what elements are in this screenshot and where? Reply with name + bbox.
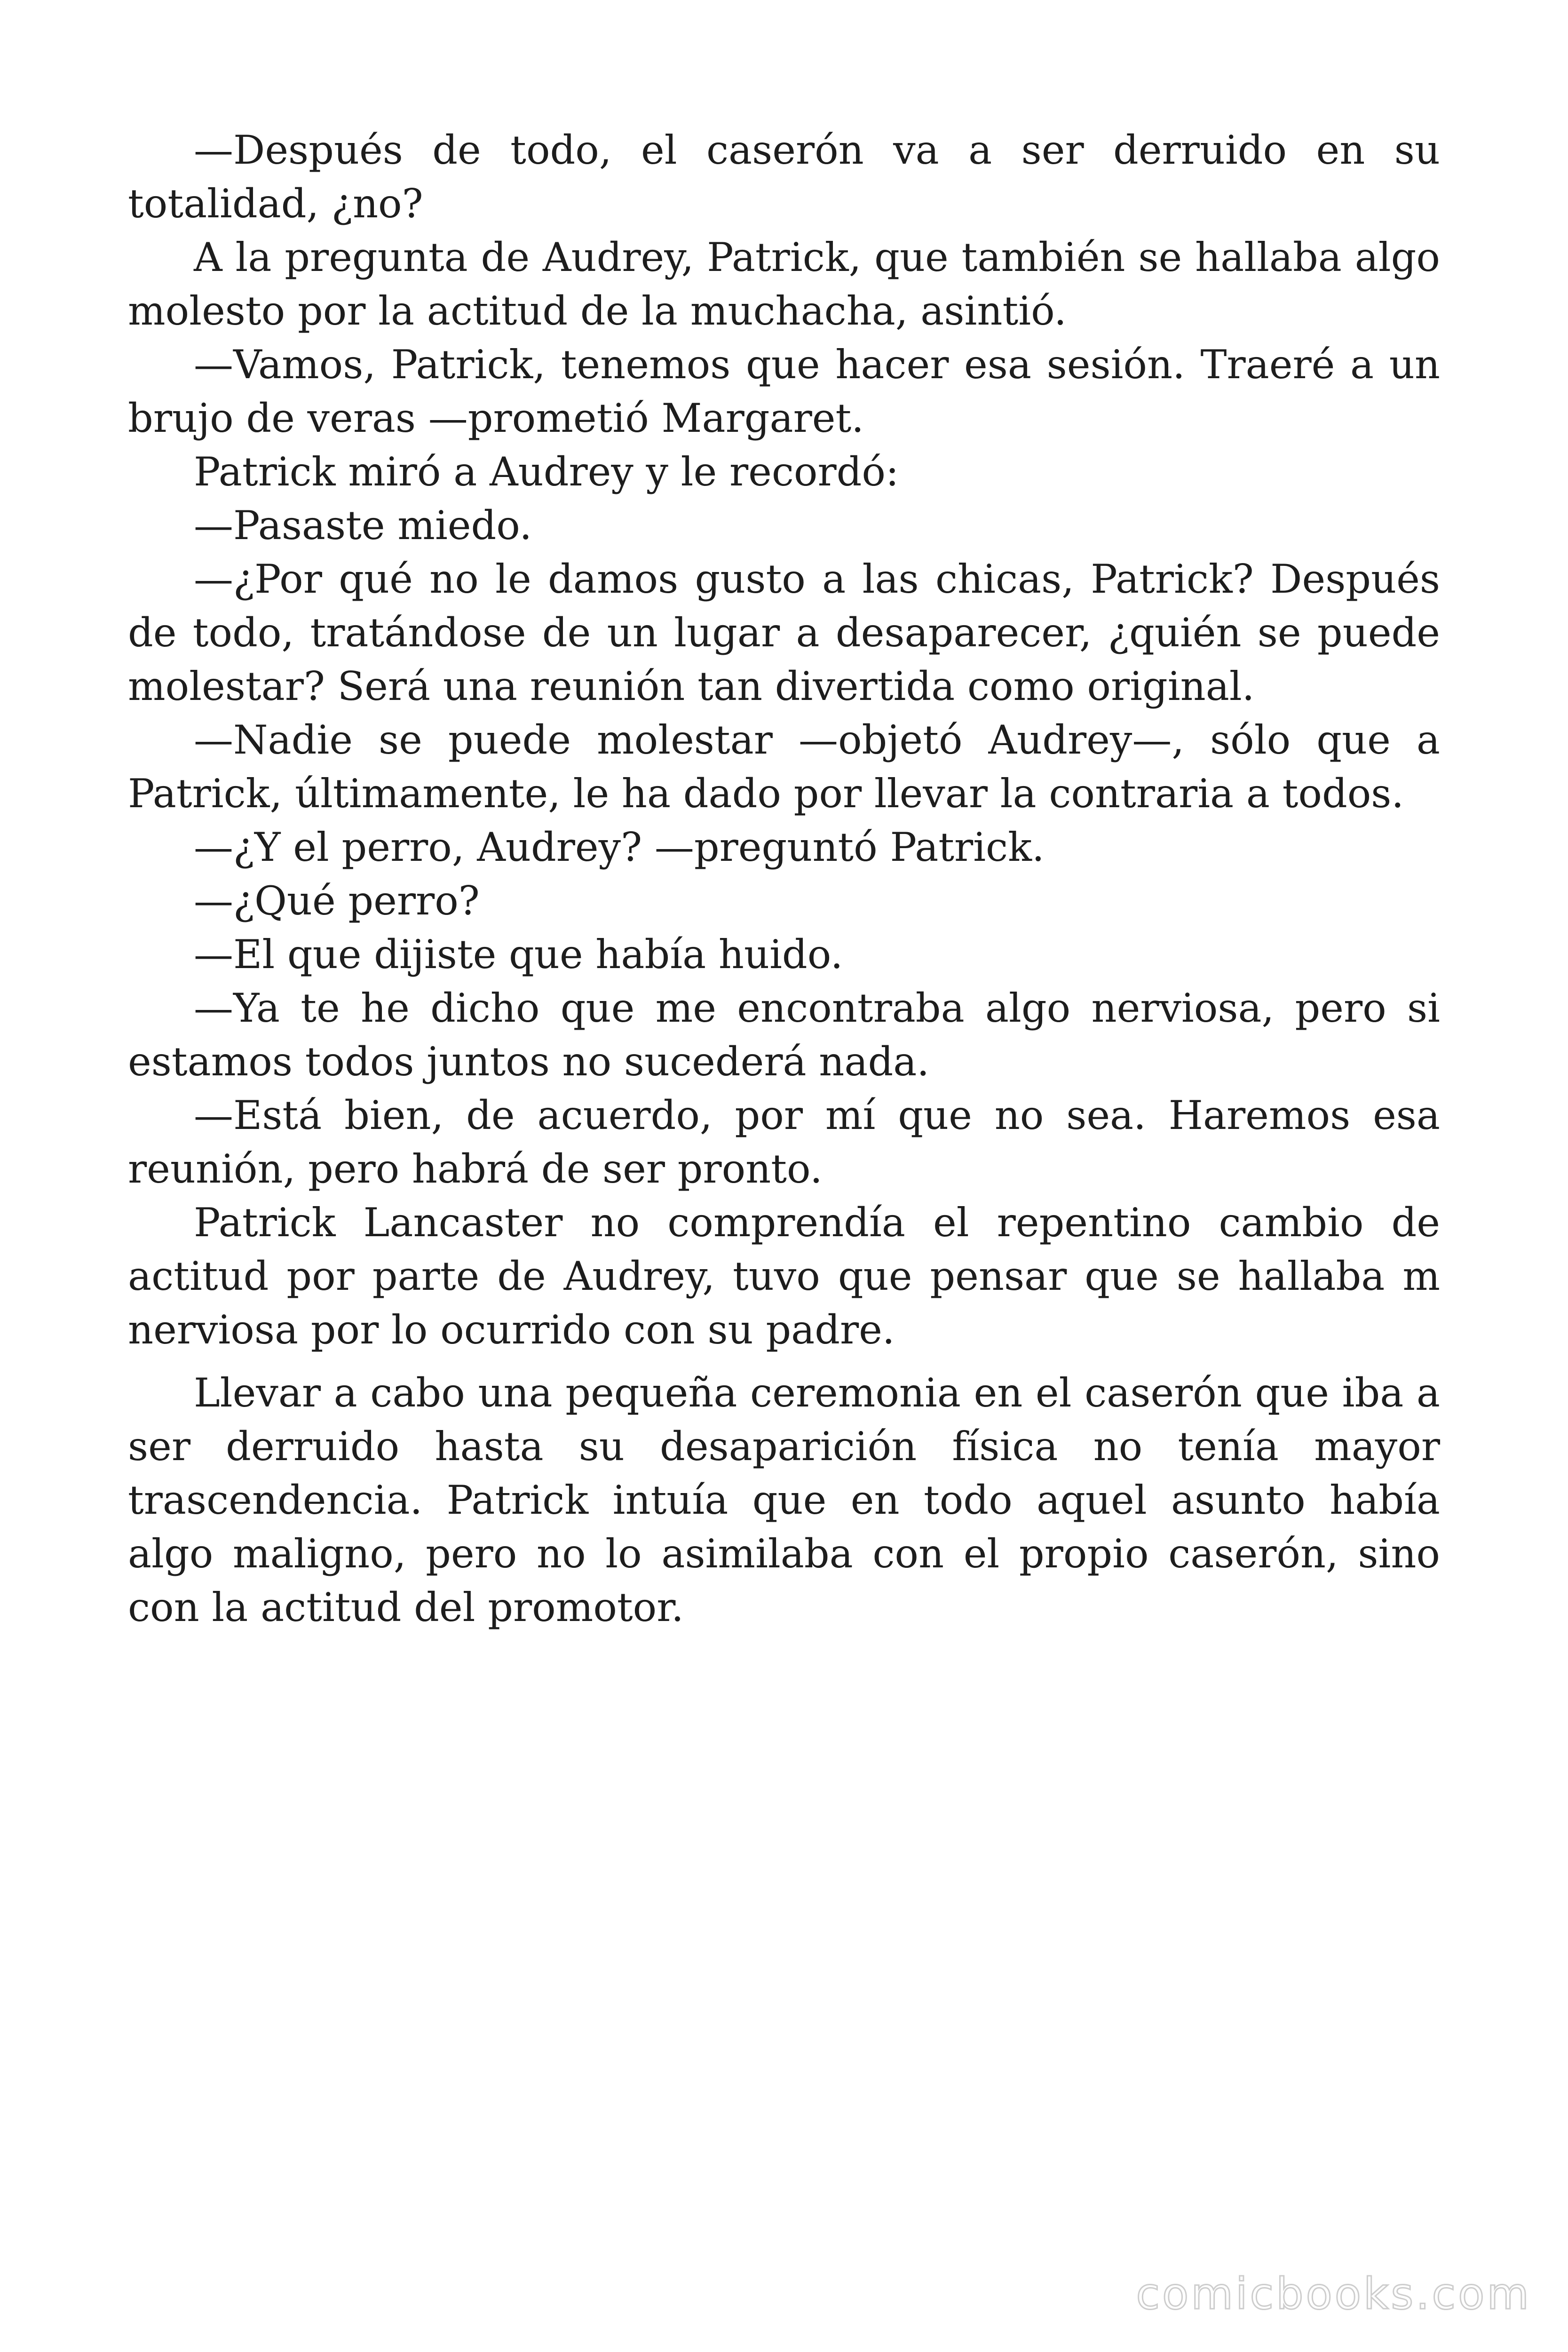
- watermark-logo: comicbooks.com: [1136, 2269, 1531, 2319]
- paragraph: Patrick Lancaster no comprendía el repentino cambio de actitud por parte de Audrey, tuvo que pensar que se hallaba m nerviosa por lo ocurrido con su padre.: [128, 1200, 1440, 1353]
- paragraph: —¿Qué perro?: [194, 878, 480, 924]
- paragraph: Patrick miró a Audrey y le recordó:: [194, 449, 899, 495]
- paragraph: Llevar a cabo una pequeña ceremonia en el caserón que iba a ser derruido hasta su desaparición física no tenía mayor trascendencia. Patrick intuía que en todo aquel asunto había algo maligno, pero no lo asimilaba con el propio caserón, sino con la actitud del promotor.: [128, 1370, 1440, 1630]
- paragraph: —Nadie se puede molestar —objetó Audrey—, sólo que a Patrick, últimamente, le ha dado por llevar la contraria a todos.: [128, 717, 1440, 817]
- paragraph: —El que dijiste que había huido.: [194, 931, 843, 977]
- paragraph: —¿Y el perro, Audrey? —preguntó Patrick.: [194, 824, 1045, 870]
- paragraph: —Ya te he dicho que me encontraba algo nerviosa, pero si estamos todos juntos no sucederá nada.: [128, 985, 1440, 1085]
- paragraph: —Vamos, Patrick, tenemos que hacer esa sesión. Traeré a un brujo de veras —prometió Margaret.: [128, 342, 1440, 441]
- paragraph: —Está bien, de acuerdo, por mí que no sea. Haremos esa reunión, pero habrá de ser pronto.: [128, 1092, 1440, 1192]
- paragraph: —Después de todo, el caserón va a ser derruido en su totalidad, ¿no?: [128, 127, 1440, 227]
- paragraph: —Pasaste miedo.: [194, 502, 532, 548]
- paragraph: A la pregunta de Audrey, Patrick, que también se hallaba algo molesto por la actitud de la muchacha, asintió.: [128, 234, 1440, 334]
- paragraph: —¿Por qué no le damos gusto a las chicas, Patrick? Después de todo, tratándose de un lugar a desaparecer, ¿quién se puede molestar? Será una reunión tan divertida como original.: [128, 556, 1440, 709]
- book-page: [128, 123, 1440, 1634]
